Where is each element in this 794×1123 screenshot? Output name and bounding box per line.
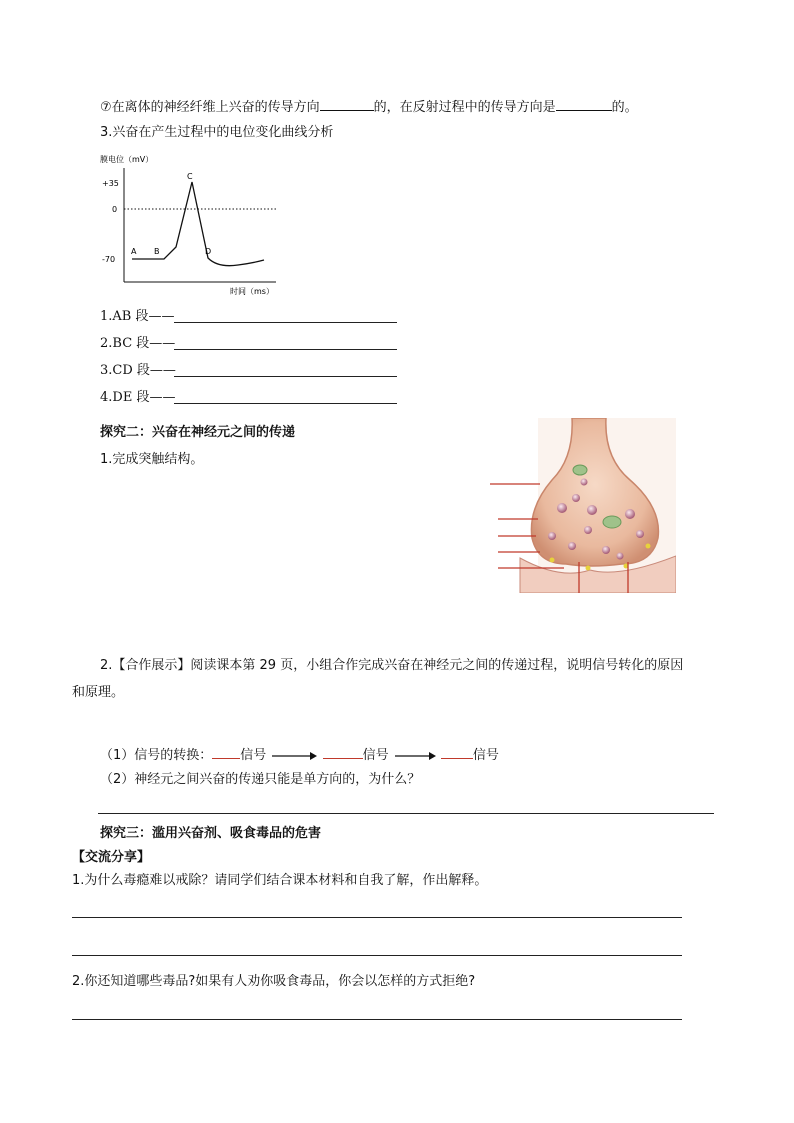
segment-cd-answer-line[interactable] — [174, 376, 397, 377]
explore-3-q1-answer-line-2[interactable] — [72, 955, 682, 956]
chart-xlabel: 时间（ms） — [230, 287, 274, 296]
explore-2-question-2: （2）神经元之间兴奋的传递只能是单方向的，为什么？ — [100, 772, 421, 787]
q7-prefix: ⑦在离体的神经纤维上兴奋的传导方向 — [100, 100, 320, 115]
ytick-minus70: -70 — [102, 255, 116, 264]
explore-2-title: 探究二：兴奋在神经元之间的传递 — [100, 425, 296, 440]
synapse-illustration — [480, 418, 676, 593]
segment-ab-label: 1.AB 段—— — [100, 309, 175, 324]
signal-word-3: 信号 — [472, 748, 499, 763]
signal-blank-1[interactable] — [212, 744, 240, 759]
mitochondrion-icon — [573, 465, 587, 475]
segment-bc-label: 2.BC 段—— — [100, 336, 176, 351]
point-label-b: B — [154, 247, 160, 256]
segment-bc-answer-line[interactable] — [174, 349, 397, 350]
explore-3-question-1: 1.为什么毒瘾难以戒除？请同学们结合课本材料和自我了解，作出解释。 — [72, 873, 488, 888]
ytick-plus35: +35 — [102, 179, 119, 188]
signal-blank-3[interactable] — [441, 744, 473, 759]
q7-mid: 的，在反射过程中的传导方向是 — [373, 100, 556, 115]
point-label-d: D — [205, 247, 212, 256]
synaptic-vesicle-icon — [557, 503, 567, 513]
q7-blank-2[interactable] — [556, 96, 612, 111]
section-3-title: 3.兴奋在产生过程中的电位变化曲线分析 — [100, 125, 334, 140]
ytick-0: 0 — [112, 205, 118, 214]
synaptic-vesicle-icon — [572, 494, 580, 502]
q7-suffix: 的。 — [611, 100, 638, 115]
signal-word-1: 信号 — [240, 748, 267, 763]
synaptic-vesicle-icon — [602, 546, 610, 554]
action-potential-curve — [132, 182, 264, 266]
explore-3-question-2: 2.你还知道哪些毒品?如果有人劝你吸食毒品，你会以怎样的方式拒绝? — [72, 974, 476, 989]
synaptic-vesicle-icon — [584, 526, 592, 534]
segment-de-answer-line[interactable] — [174, 403, 397, 404]
arrow-right-icon — [393, 751, 437, 761]
point-label-c: C — [187, 172, 193, 181]
signal-blank-2[interactable] — [323, 744, 363, 759]
mitochondrion-icon — [603, 516, 621, 528]
explore-2-item-2-line-2: 和原理。 — [72, 685, 125, 700]
membrane-potential-chart — [98, 150, 288, 300]
receptor-icon — [550, 558, 555, 563]
signal-word-2: 信号 — [362, 748, 389, 763]
synaptic-vesicle-icon — [548, 532, 556, 540]
exchange-share-heading: 【交流分享】 — [72, 850, 151, 865]
signal-conversion-line — [100, 744, 499, 765]
segment-de-label: 4.DE 段—— — [100, 390, 176, 405]
segment-cd-label: 3.CD 段—— — [100, 363, 176, 378]
segment-ab-answer-line[interactable] — [174, 322, 397, 323]
explore-2-item-1: 1.完成突触结构。 — [100, 452, 204, 467]
synaptic-vesicle-icon — [636, 530, 644, 538]
chart-ylabel: 膜电位（mV） — [100, 155, 154, 164]
receptor-icon — [586, 566, 591, 571]
explore-3-q1-answer-line-1[interactable] — [72, 917, 682, 918]
receptor-icon — [646, 544, 651, 549]
arrow-right-icon — [270, 751, 318, 761]
synaptic-vesicle-icon — [581, 479, 588, 486]
question-7-line — [100, 96, 638, 117]
explore-3-q2-answer-line[interactable] — [72, 1019, 682, 1020]
synaptic-vesicle-icon — [568, 542, 576, 550]
explore-2-item-2-line-1: 2.【合作展示】阅读课本第 29 页，小组合作完成兴奋在神经元之间的传递过程，说明信号转化的原因 — [100, 658, 684, 673]
synaptic-vesicle-icon — [617, 553, 624, 560]
synaptic-vesicle-icon — [625, 509, 635, 519]
signal-conversion-label: （1）信号的转换： — [100, 748, 213, 763]
synaptic-vesicle-icon — [587, 505, 597, 515]
explore-3-title: 探究三：滥用兴奋剂、吸食毒品的危害 — [100, 826, 322, 841]
explore-2-answer-line[interactable] — [98, 813, 714, 814]
point-label-a: A — [131, 247, 137, 256]
q7-blank-1[interactable] — [320, 96, 374, 111]
